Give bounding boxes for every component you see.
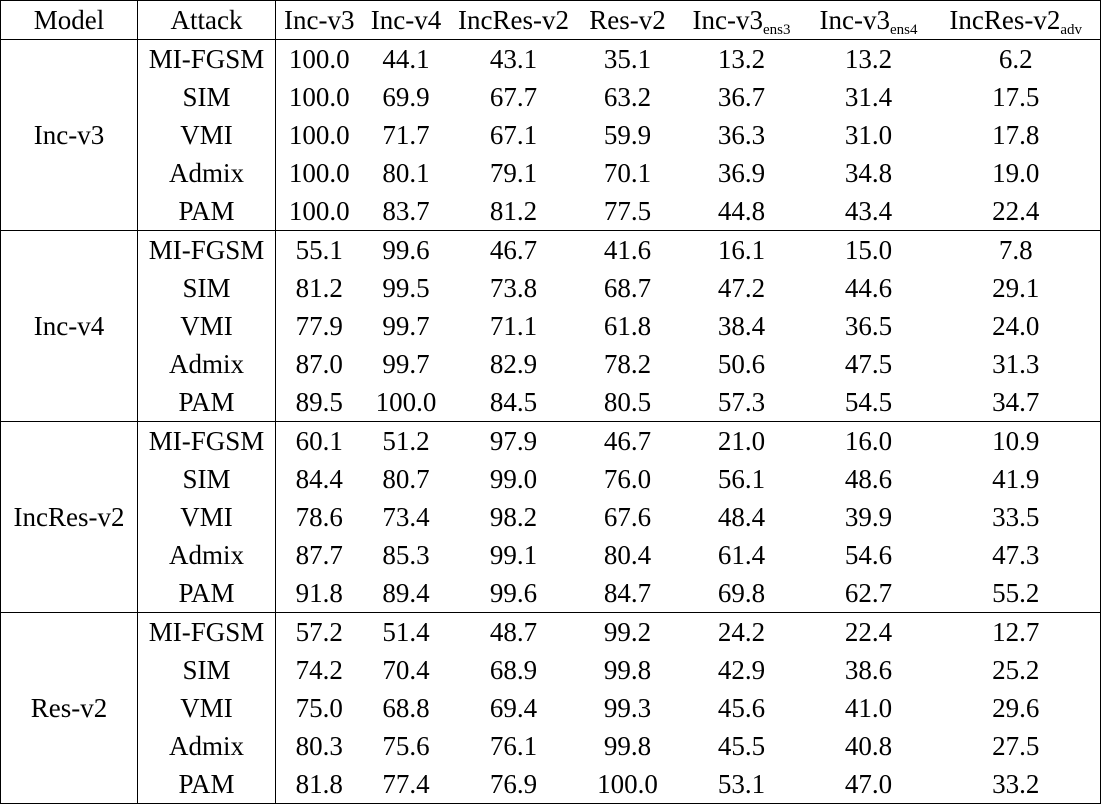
value-cell: 69.9 — [382, 82, 430, 112]
value-cell: 6.2 — [932, 40, 1101, 79]
attack-cell: PAM — [138, 383, 276, 422]
value-cell: 13.2 — [844, 44, 893, 74]
value-cell: 99.2 — [603, 617, 652, 647]
value-cell: 75.0 — [295, 693, 343, 723]
value-cell: 99.8 — [603, 655, 652, 685]
value-cell: 100.0 — [288, 158, 350, 188]
table-row — [1, 231, 1101, 270]
value-cell: 15.0 — [844, 235, 893, 265]
table-row — [1, 574, 1101, 613]
value-cell: 44.6 — [844, 273, 893, 303]
value-cell: 100.0 — [276, 192, 363, 231]
value-cell: 77.4 — [363, 765, 450, 804]
value-cell: 99.7 — [382, 349, 430, 379]
value-cell: 34.7 — [932, 383, 1101, 422]
value-cell: 97.9 — [489, 426, 538, 456]
value-cell: 80.3 — [295, 731, 343, 761]
value-cell: 100.0 — [363, 383, 450, 422]
header-col-2: IncRes-v2 — [450, 1, 578, 40]
value-cell: 51.4 — [382, 617, 430, 647]
value-cell: 43.1 — [489, 44, 538, 74]
value-cell: 13.2 — [717, 44, 766, 74]
value-cell: 100.0 — [288, 82, 350, 112]
value-cell: 68.7 — [603, 273, 652, 303]
value-cell: 34.8 — [844, 158, 893, 188]
value-cell: 41.0 — [844, 693, 893, 723]
model-cell: Inc-v3 — [1, 40, 138, 231]
value-cell: 99.6 — [382, 235, 430, 265]
attack-cell: Admix — [138, 154, 276, 192]
table-body — [1, 40, 1101, 804]
value-cell: 12.7 — [932, 613, 1101, 652]
attack-cell: Admix — [138, 536, 276, 574]
value-cell: 36.9 — [717, 158, 766, 188]
header-col-6: IncRes-$v2_{adv}$ — [932, 1, 1101, 40]
table-row — [1, 78, 1101, 116]
table-row — [1, 307, 1101, 345]
value-cell: 76.9 — [450, 765, 578, 804]
value-cell: 55.2 — [932, 574, 1101, 613]
value-cell: 87.0 — [295, 349, 343, 379]
value-cell: 36.3 — [717, 120, 766, 150]
value-cell: 70.1 — [603, 158, 652, 188]
attack-cell: SIM — [138, 78, 276, 116]
table-row — [1, 192, 1101, 231]
value-cell: 40.8 — [844, 731, 893, 761]
value-cell: 71.7 — [382, 120, 430, 150]
attack-cell: PAM — [138, 192, 276, 231]
value-cell: 19.0 — [932, 154, 1101, 192]
value-cell: 84.5 — [450, 383, 578, 422]
value-cell: 29.6 — [932, 689, 1101, 727]
value-cell: 41.6 — [603, 235, 652, 265]
header-attack: Attack — [138, 1, 276, 40]
value-cell: 63.2 — [603, 82, 652, 112]
value-cell: 80.5 — [578, 383, 678, 422]
table-row — [1, 651, 1101, 689]
value-cell: 57.2 — [295, 617, 343, 647]
attack-cell: VMI — [138, 116, 276, 154]
value-cell: 29.1 — [932, 269, 1101, 307]
value-cell: 71.1 — [489, 311, 538, 341]
value-cell: 45.5 — [717, 731, 766, 761]
value-cell: 67.1 — [489, 120, 538, 150]
table-row — [1, 689, 1101, 727]
value-cell: 38.4 — [717, 311, 766, 341]
value-cell: 51.2 — [382, 426, 430, 456]
value-cell: 7.8 — [932, 231, 1101, 270]
value-cell: 61.4 — [717, 540, 766, 570]
value-cell: 24.2 — [717, 617, 766, 647]
value-cell: 83.7 — [363, 192, 450, 231]
value-cell: 99.8 — [603, 731, 652, 761]
value-cell: 100.0 — [578, 765, 678, 804]
value-cell: 53.1 — [678, 765, 806, 804]
model-cell: Inc-v4 — [1, 231, 138, 422]
value-cell: 17.5 — [932, 78, 1101, 116]
value-cell: 47.0 — [806, 765, 932, 804]
value-cell: 69.4 — [489, 693, 538, 723]
value-cell: 76.0 — [603, 464, 652, 494]
value-cell: 81.2 — [450, 192, 578, 231]
value-cell: 33.5 — [932, 498, 1101, 536]
value-cell: 10.9 — [932, 422, 1101, 461]
value-cell: 48.7 — [489, 617, 538, 647]
attack-cell: SIM — [138, 269, 276, 307]
attack-cell: VMI — [138, 689, 276, 727]
value-cell: 54.6 — [844, 540, 893, 570]
value-cell: 99.3 — [603, 693, 652, 723]
value-cell: 80.4 — [603, 540, 652, 570]
value-cell: 87.7 — [295, 540, 343, 570]
value-cell: 47.2 — [717, 273, 766, 303]
attack-cell: SIM — [138, 651, 276, 689]
value-cell: 48.6 — [844, 464, 893, 494]
table-row — [1, 116, 1101, 154]
value-cell: 42.9 — [717, 655, 766, 685]
value-cell: 38.6 — [844, 655, 893, 685]
value-cell: 78.6 — [295, 502, 343, 532]
value-cell: 44.1 — [382, 44, 430, 74]
value-cell: 68.8 — [382, 693, 430, 723]
value-cell: 67.6 — [603, 502, 652, 532]
value-cell: 80.1 — [382, 158, 430, 188]
value-cell: 89.5 — [276, 383, 363, 422]
value-cell: 47.5 — [844, 349, 893, 379]
table-row — [1, 422, 1101, 461]
header-col-0: Inc-v3 — [276, 1, 363, 40]
value-cell: 16.0 — [844, 426, 893, 456]
value-cell: 36.7 — [717, 82, 766, 112]
value-cell: 21.0 — [717, 426, 766, 456]
value-cell: 61.8 — [603, 311, 652, 341]
value-cell: 79.1 — [489, 158, 538, 188]
value-cell: 73.4 — [382, 502, 430, 532]
header-col-1: Inc-v4 — [363, 1, 450, 40]
value-cell: 16.1 — [717, 235, 766, 265]
value-cell: 33.2 — [932, 765, 1101, 804]
attack-cell: SIM — [138, 460, 276, 498]
value-cell: 74.2 — [295, 655, 343, 685]
value-cell: 46.7 — [603, 426, 652, 456]
table-row — [1, 613, 1101, 652]
value-cell: 81.2 — [295, 273, 343, 303]
value-cell: 78.2 — [603, 349, 652, 379]
table-row — [1, 154, 1101, 192]
value-cell: 70.4 — [382, 655, 430, 685]
attack-cell: VMI — [138, 307, 276, 345]
value-cell: 31.4 — [844, 82, 893, 112]
value-cell: 85.3 — [382, 540, 430, 570]
value-cell: 100.0 — [288, 120, 350, 150]
value-cell: 100.0 — [288, 44, 350, 74]
attack-cell: MI-FGSM — [138, 613, 276, 652]
value-cell: 91.8 — [276, 574, 363, 613]
header-col-4: Inc-$v3_{ens3}$ — [678, 1, 806, 40]
attack-cell: Admix — [138, 727, 276, 765]
value-cell: 76.1 — [489, 731, 538, 761]
value-cell: 60.1 — [295, 426, 343, 456]
value-cell: 35.1 — [603, 44, 652, 74]
attack-cell: MI-FGSM — [138, 40, 276, 79]
value-cell: 99.7 — [382, 311, 430, 341]
header-row — [1, 1, 1101, 40]
value-cell: 59.9 — [603, 120, 652, 150]
attack-cell: MI-FGSM — [138, 422, 276, 461]
table-row — [1, 536, 1101, 574]
table-row — [1, 269, 1101, 307]
value-cell: 46.7 — [489, 235, 538, 265]
value-cell: 48.4 — [717, 502, 766, 532]
value-cell: 27.5 — [932, 727, 1101, 765]
value-cell: 24.0 — [932, 307, 1101, 345]
value-cell: 22.4 — [932, 192, 1101, 231]
value-cell: 99.1 — [489, 540, 538, 570]
value-cell: 39.9 — [844, 502, 893, 532]
value-cell: 75.6 — [382, 731, 430, 761]
table-row — [1, 40, 1101, 79]
value-cell: 69.8 — [678, 574, 806, 613]
value-cell: 84.4 — [295, 464, 343, 494]
value-cell: 98.2 — [489, 502, 538, 532]
value-cell: 68.9 — [489, 655, 538, 685]
value-cell: 99.5 — [382, 273, 430, 303]
value-cell: 25.2 — [932, 651, 1101, 689]
value-cell: 44.8 — [678, 192, 806, 231]
value-cell: 17.8 — [932, 116, 1101, 154]
attack-cell: VMI — [138, 498, 276, 536]
value-cell: 67.7 — [489, 82, 538, 112]
value-cell: 31.3 — [932, 345, 1101, 383]
value-cell: 77.9 — [295, 311, 343, 341]
table-row — [1, 460, 1101, 498]
header-col-3: Res-v2 — [578, 1, 678, 40]
value-cell: 99.6 — [450, 574, 578, 613]
value-cell: 84.7 — [578, 574, 678, 613]
value-cell: 31.0 — [844, 120, 893, 150]
table-row — [1, 727, 1101, 765]
value-cell: 45.6 — [717, 693, 766, 723]
value-cell: 89.4 — [363, 574, 450, 613]
table-row — [1, 765, 1101, 804]
header-model: Model — [1, 1, 138, 40]
value-cell: 56.1 — [717, 464, 766, 494]
value-cell: 81.8 — [276, 765, 363, 804]
value-cell: 99.0 — [489, 464, 538, 494]
value-cell: 55.1 — [295, 235, 343, 265]
value-cell: 36.5 — [844, 311, 893, 341]
header-col-5: Inc-$v3_{ens4}$ — [806, 1, 932, 40]
value-cell: 57.3 — [678, 383, 806, 422]
attack-cell: PAM — [138, 574, 276, 613]
value-cell: 77.5 — [578, 192, 678, 231]
value-cell: 62.7 — [806, 574, 932, 613]
value-cell: 50.6 — [717, 349, 766, 379]
attack-cell: PAM — [138, 765, 276, 804]
value-cell: 43.4 — [806, 192, 932, 231]
table-row — [1, 345, 1101, 383]
value-cell: 73.8 — [489, 273, 538, 303]
value-cell: 80.7 — [382, 464, 430, 494]
value-cell: 54.5 — [806, 383, 932, 422]
value-cell: 41.9 — [932, 460, 1101, 498]
value-cell: 22.4 — [844, 617, 893, 647]
attack-cell: MI-FGSM — [138, 231, 276, 270]
model-cell: IncRes-v2 — [1, 422, 138, 613]
attack-cell: Admix — [138, 345, 276, 383]
table-row — [1, 383, 1101, 422]
table-row — [1, 498, 1101, 536]
model-cell: Res-v2 — [1, 613, 138, 804]
value-cell: 82.9 — [489, 349, 538, 379]
value-cell: 47.3 — [932, 536, 1101, 574]
